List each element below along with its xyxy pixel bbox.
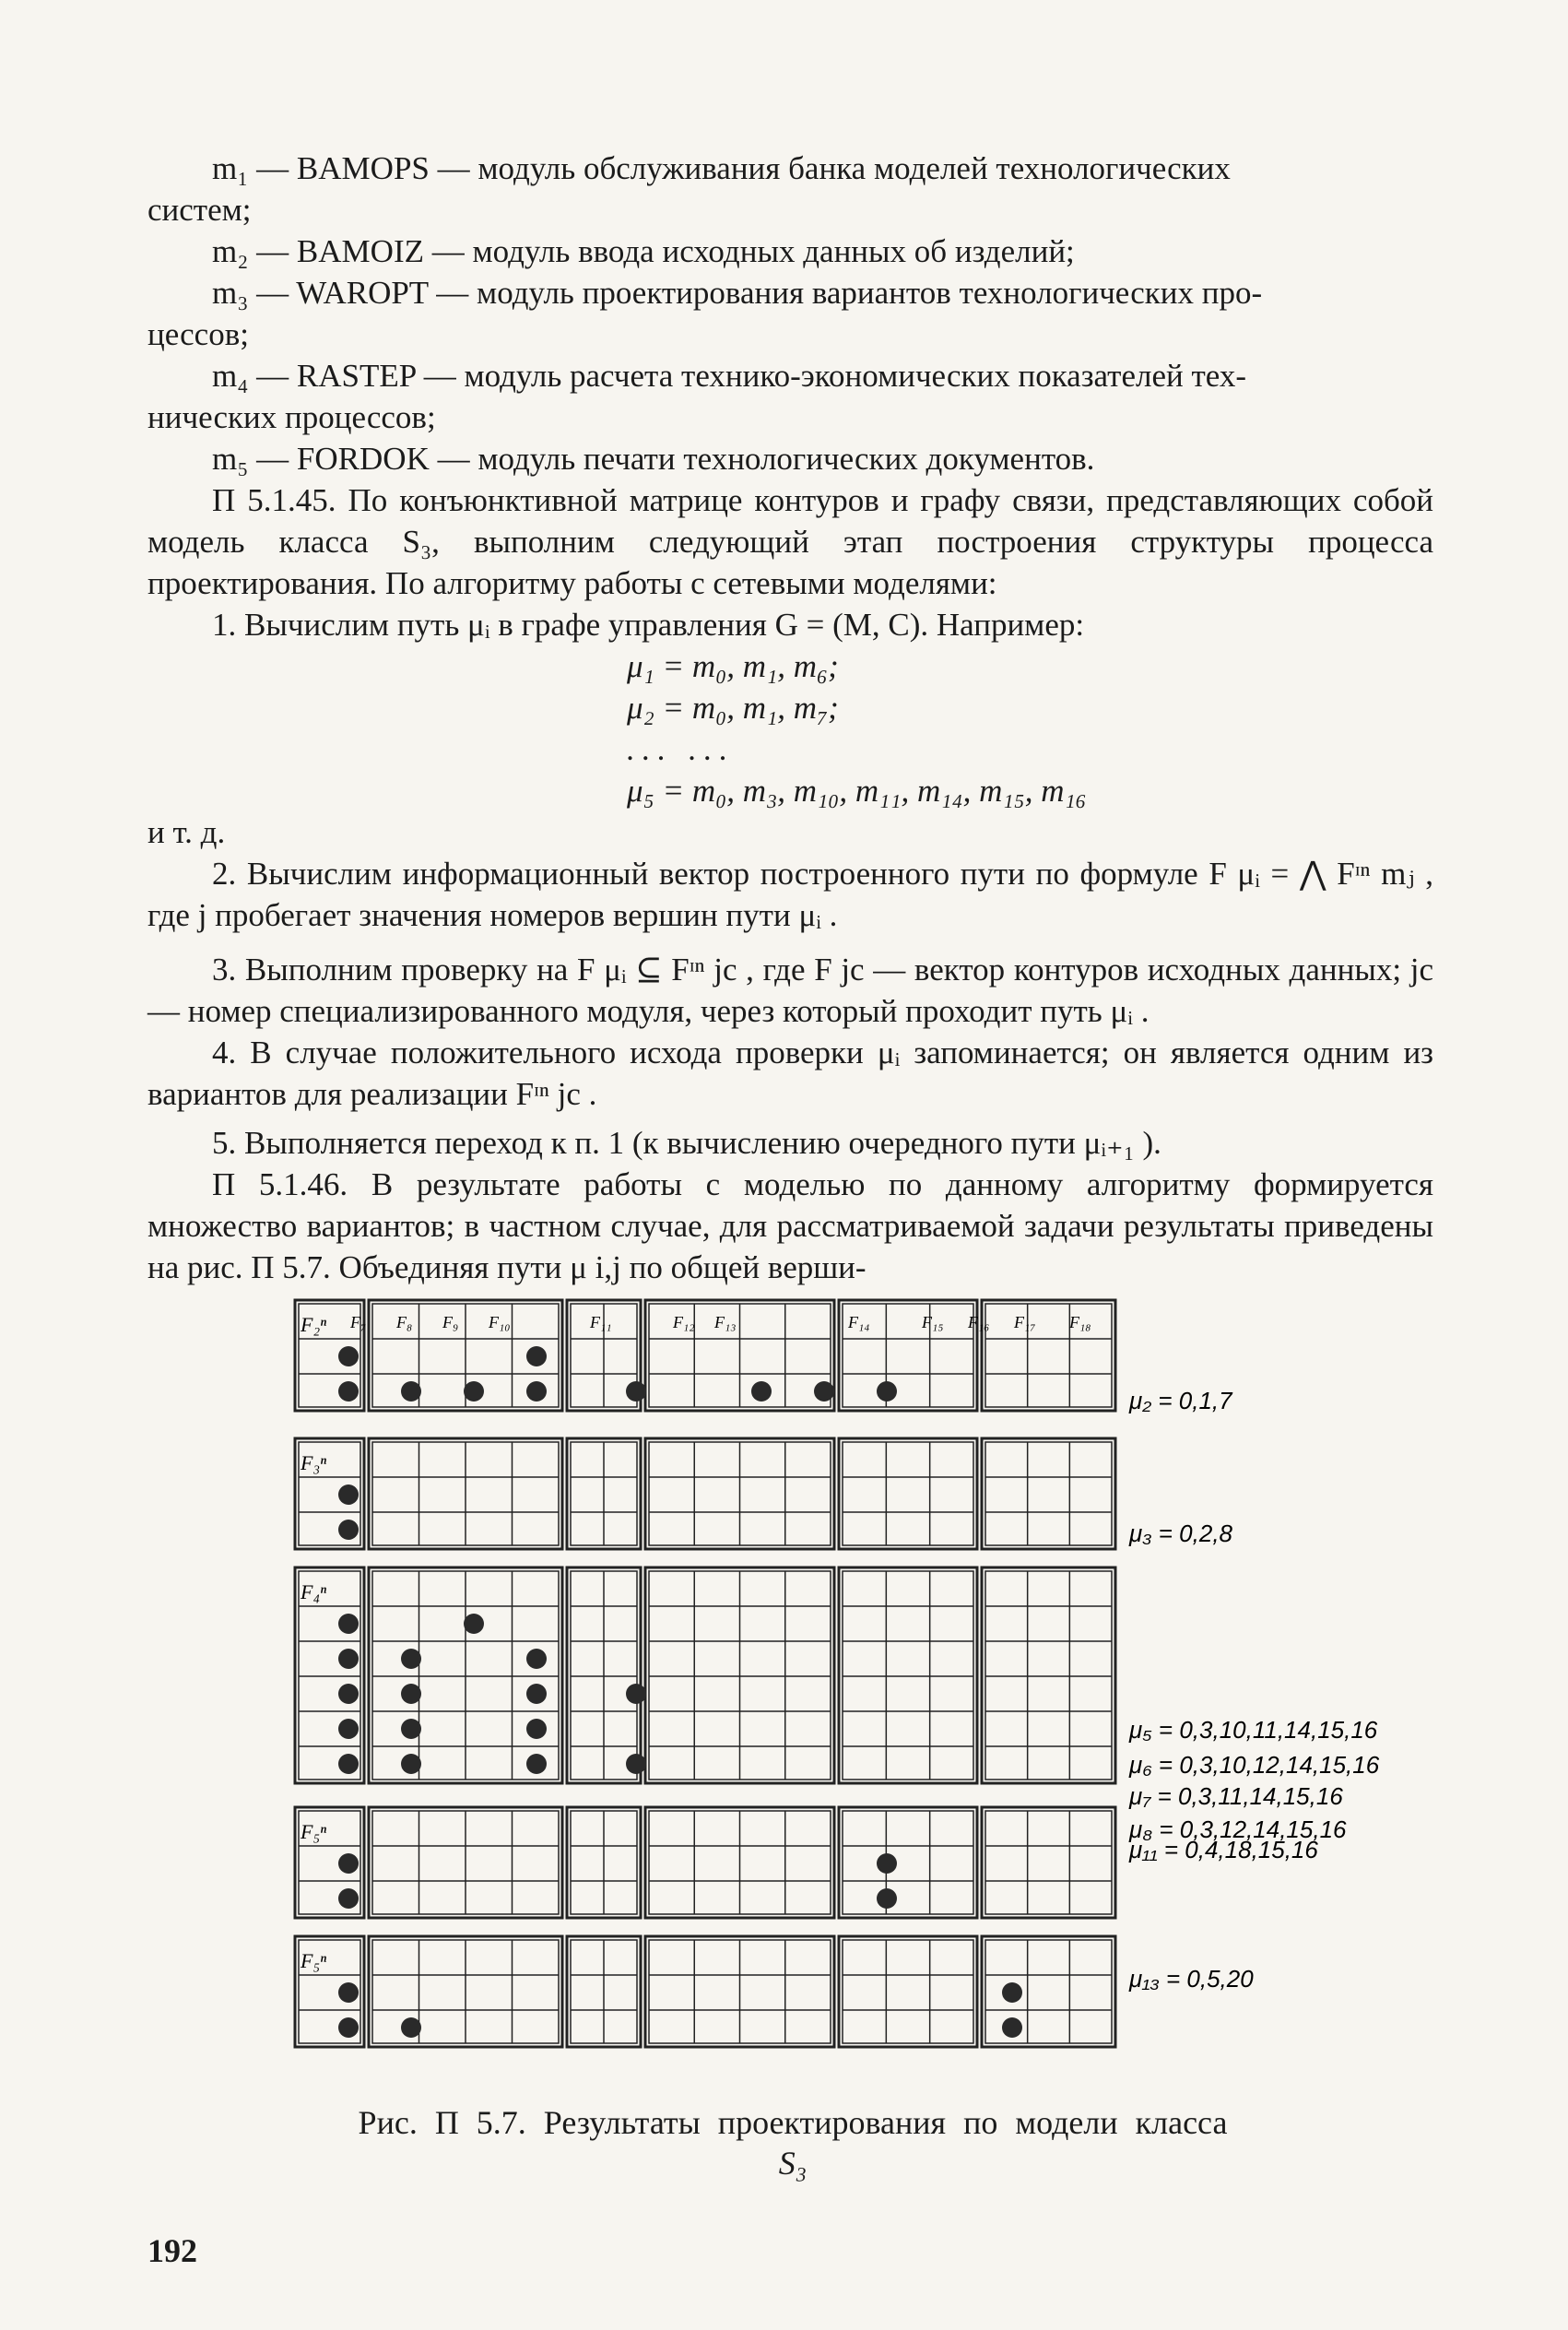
row-label: F₃ⁿ <box>301 1451 327 1474</box>
selected-cell-dot <box>626 1684 646 1704</box>
design-results-figure <box>295 1300 1380 2056</box>
formula-mu5: μ₅ = m₀, m₃, m₁₀, m₁₁, m₁₄, m₁₅, m₁₆ <box>627 773 1087 809</box>
selected-cell-dot <box>338 1484 359 1505</box>
module-m1: m₁ — BAMOPS — модуль обслуживания банка моделей технологических <box>212 150 1231 186</box>
selected-cell-dot <box>626 1754 646 1774</box>
row-label: F₂ⁿ <box>301 1313 327 1336</box>
selected-cell-dot <box>526 1346 547 1366</box>
module-m4-cont: нических процессов; <box>147 399 436 435</box>
figure-frame-inner <box>985 1571 1112 1780</box>
selected-cell-dot <box>338 1649 359 1669</box>
figure-frame <box>982 1936 1115 2047</box>
formula-mu1: μ₁ = m₀, m₁, m₆; <box>627 648 839 684</box>
caption-line-1: Рис. П 5.7. Результаты проектирования по модели класса <box>358 2104 1228 2141</box>
figure-frame <box>839 1438 977 1549</box>
path-label: μ₁₃ = 0,5,20 <box>1129 1965 1254 1993</box>
path-label: μ₈ = 0,3,12,14,15,16 <box>1129 1816 1347 1843</box>
figure-frame <box>839 1567 977 1783</box>
selected-cell-dot <box>877 1853 897 1874</box>
selected-cell-dot <box>338 2017 359 2038</box>
column-header: F₁₅ <box>922 1313 944 1331</box>
selected-cell-dot <box>338 1719 359 1739</box>
formula-mu2: μ₂ = m₀, m₁, m₇; <box>627 690 839 726</box>
selected-cell-dot <box>338 1346 359 1366</box>
figure-frame <box>982 1300 1115 1411</box>
path-label: μ₇ = 0,3,11,14,15,16 <box>1129 1782 1343 1810</box>
selected-cell-dot <box>338 1381 359 1402</box>
figure-frame-inner <box>843 1811 973 1914</box>
selected-cell-dot <box>464 1614 484 1634</box>
selected-cell-dot <box>877 1381 897 1402</box>
column-header: F₁₆ <box>968 1313 990 1331</box>
body-text <box>147 148 1433 1288</box>
selected-cell-dot <box>401 1719 421 1739</box>
module-m3: m₃ — WAROPT — модуль проектирования вариантов технологических про- <box>212 275 1263 311</box>
paragraph-5-1-46: П 5.1.46. В результате работы с моделью по данному алгоритму формируется множество вариантов; в частном случае, для рассматриваемой задачи результаты приведены на рис. П 5.7. Объединяя пути μ i,j по общей верши- <box>147 1166 1433 1285</box>
selected-cell-dot <box>401 1649 421 1669</box>
selected-cell-dot <box>814 1381 834 1402</box>
selected-cell-dot <box>526 1381 547 1402</box>
step-2: 2. Вычислим информационный вектор построенного пути по формуле F μᵢ = ⋀ Fᶦⁿ mⱼ , где j пробегает значения номеров вершин пути μᵢ . <box>147 856 1433 933</box>
step-5: 5. Выполняется переход к п. 1 (к вычислению очередного пути μᵢ₊₁ ). <box>212 1125 1161 1161</box>
module-m1-cont: систем; <box>147 192 252 228</box>
selected-cell-dot <box>526 1754 547 1774</box>
column-header: F₁₀ <box>489 1313 511 1331</box>
selected-cell-dot <box>626 1381 646 1402</box>
column-header: F₁₁ <box>590 1313 612 1331</box>
selected-cell-dot <box>401 2017 421 2038</box>
figure-frame <box>982 1807 1115 1918</box>
step-4: 4. В случае положительного исхода проверки μᵢ запоминается; он является одним из вариантов для реализации Fᶦⁿ jc . <box>147 1035 1433 1112</box>
path-label: μ₃ = 0,2,8 <box>1129 1520 1233 1547</box>
figure-frame <box>982 1567 1115 1783</box>
selected-cell-dot <box>338 1614 359 1634</box>
row-label: F₄ⁿ <box>301 1580 327 1603</box>
selected-cell-dot <box>526 1719 547 1739</box>
selected-cell-dot <box>464 1381 484 1402</box>
figure-frame-inner <box>985 1811 1112 1914</box>
selected-cell-dot <box>338 1888 359 1909</box>
module-m2: m₂ — BAMOIZ — модуль ввода исходных данных об изделий; <box>212 233 1075 269</box>
caption-line-2: S₃ <box>778 2145 808 2182</box>
path-label: μ₁₁ = 0,4,18,15,16 <box>1129 1836 1318 1863</box>
step-1: 1. Вычислим путь μᵢ в графе управления G = (M, C). Например: <box>212 607 1085 643</box>
figure-caption <box>295 2102 1291 2183</box>
column-header: F₇ <box>350 1313 367 1331</box>
column-header: F₁₇ <box>1014 1313 1036 1331</box>
row-label: F₅ⁿ <box>301 1949 327 1972</box>
module-m3-cont: цессов; <box>147 316 249 352</box>
selected-cell-dot <box>877 1888 897 1909</box>
figure-frame <box>839 1807 977 1918</box>
figure-frame-inner <box>985 1304 1112 1407</box>
selected-cell-dot <box>1002 1982 1022 2003</box>
module-m4: m₄ — RASTEP — модуль расчета технико-экономических показателей тех- <box>212 358 1246 394</box>
formula-ellipsis: ... ... <box>627 731 736 767</box>
selected-cell-dot <box>401 1684 421 1704</box>
selected-cell-dot <box>338 1684 359 1704</box>
path-formulas <box>147 645 1433 811</box>
column-header: F₁₃ <box>714 1313 737 1331</box>
selected-cell-dot <box>751 1381 772 1402</box>
step-3: 3. Выполним проверку на F μᵢ ⊆ Fᶦⁿ jc , где F jc — вектор контуров исходных данных; jc — номер специализированного модуля, через который проходит путь μᵢ . <box>147 952 1433 1029</box>
column-header: F₁₂ <box>673 1313 695 1331</box>
selected-cell-dot <box>526 1684 547 1704</box>
figure-frame-inner <box>985 1442 1112 1545</box>
figure-frame-inner <box>843 1442 973 1545</box>
module-m5: m₅ — FORDOK — модуль печати технологических документов. <box>212 441 1095 477</box>
path-label: μ₂ = 0,1,7 <box>1129 1387 1232 1414</box>
figure-frame-inner <box>843 1571 973 1780</box>
selected-cell-dot <box>338 1520 359 1540</box>
figure-frame <box>839 1936 977 2047</box>
figure-frame <box>982 1438 1115 1549</box>
column-header: F₁₄ <box>848 1313 870 1331</box>
page-number: 192 <box>147 2232 197 2269</box>
row-label: F₅ⁿ <box>301 1820 327 1843</box>
selected-cell-dot <box>526 1649 547 1669</box>
selected-cell-dot <box>1002 2017 1022 2038</box>
figure-frame-inner <box>843 1940 973 2043</box>
column-header: F₁₈ <box>1069 1313 1091 1331</box>
selected-cell-dot <box>338 1754 359 1774</box>
path-label: μ₅ = 0,3,10,11,14,15,16 <box>1129 1716 1378 1744</box>
paragraph-5-1-45: П 5.1.45. По конъюнктивной матрице контуров и графу связи, представляющих собой модель класса S₃, выполним следующий этап построения структуры процесса проектирования. По алгоритму работы с сетевыми моделями: <box>147 482 1433 601</box>
selected-cell-dot <box>338 1982 359 2003</box>
column-header: F₈ <box>396 1313 413 1331</box>
path-label: μ₆ = 0,3,10,12,14,15,16 <box>1129 1751 1380 1779</box>
column-header: F₉ <box>442 1313 459 1331</box>
etc-text: и т. д. <box>147 814 226 850</box>
selected-cell-dot <box>401 1754 421 1774</box>
selected-cell-dot <box>401 1381 421 1402</box>
selected-cell-dot <box>338 1853 359 1874</box>
